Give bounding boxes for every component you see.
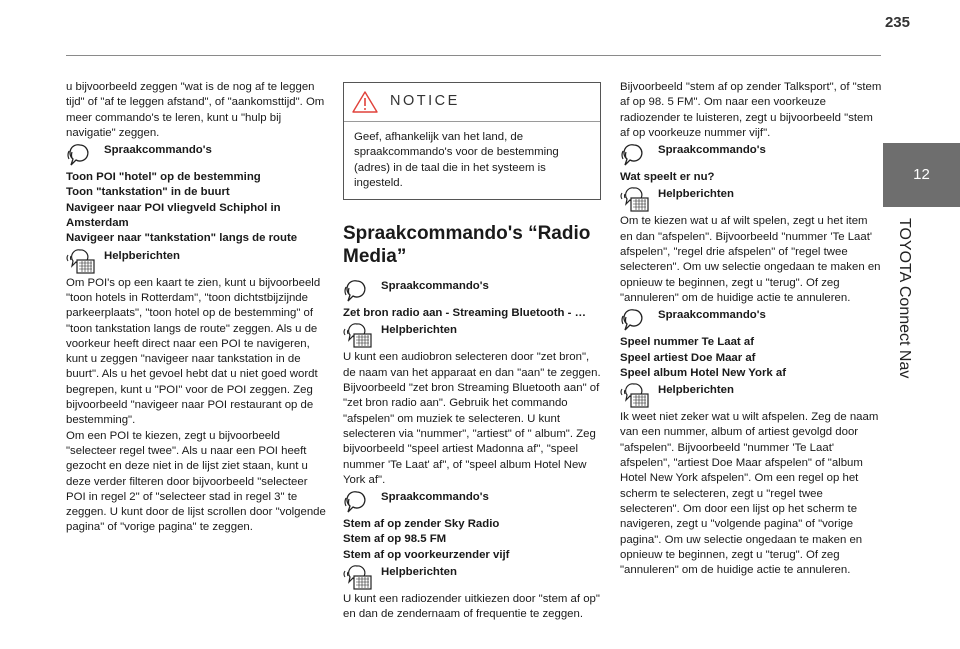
help-text: U kunt een audiobron selecteren door "zet bron", de naam van het apparaat en dan "aan" te zeggen. Bijvoorbeeld "zet bron Streaming Bluetooth aan" of "zet bron radio aan". Gebruik het commando "afspelen" om muziek te selecteren. U kunt selecteren via "nummer", "artiest" of " album". Zeg bijvoorbeeld "speel artiest Madonna af", "speel nummer 'Te Laat' af", of "speel album Hotel New York af". (343, 351, 601, 486)
voice-speech-icon (620, 142, 650, 168)
voice-command-label: Spraakcommando's (104, 144, 212, 157)
command-line: Zet bron radio aan - Streaming Bluetooth - … (343, 307, 587, 320)
help-screen-icon (620, 186, 650, 212)
command-line: Speel nummer Te Laat af (620, 336, 754, 349)
help-text: Om een POI te kiezen, zegt u bijvoorbeeld "selecteer regel twee". Als u naar een POI heeft gezocht en deze niet in de lijst ziet staan, kunt u deze verder filteren door bijvoorbeeld "selecteer POI in regel 2" of "selecteer stad in regel 3" te zeggen. U kunt door de lijst scrollen door "volgende pagina" of "vorige pagina" te zeggen. (66, 429, 326, 534)
help-screen-icon (66, 248, 96, 274)
voice-command-block (620, 142, 882, 168)
voice-speech-icon (66, 142, 96, 168)
intro-text: Bijvoorbeeld "stem af op zender Talksport", of "stem af op 98. 5 FM". Om naar een voorkeuze radiozender te luisteren, zegt u bijvoorbeeld "stem af op voorkeuze nummer vijf". (620, 81, 882, 139)
voice-command-label: Spraakcommando's (658, 144, 766, 157)
help-text: U kunt een radiozender uitkiezen door "stem af op" en dan de zendernaam of frequentie te zeggen. (343, 593, 600, 621)
chapter-tab: 12 (883, 143, 960, 207)
voice-command-label: Spraakcommando's (658, 309, 766, 322)
command-line: Toon POI "hotel" op de bestemming (66, 171, 261, 184)
help-screen-icon (343, 322, 373, 348)
command-line: Stem af op voorkeurzender vijf (343, 548, 510, 561)
command-line: Wat speelt er nu? (620, 171, 715, 184)
help-messages-label: Helpberichten (104, 249, 180, 262)
column-middle (343, 80, 601, 623)
help-screen-icon (343, 564, 373, 590)
help-message-block (66, 248, 328, 274)
chapter-title (895, 218, 915, 458)
voice-speech-icon (343, 278, 373, 304)
help-message-block (620, 186, 882, 212)
chapter-title-text: TOYOTA Connect Nav (896, 218, 913, 379)
help-text: Om te kiezen wat u af wilt spelen, zegt u het item en dan "afspelen". Bijvoorbeeld "nummer 'Te Laat' afspelen", "regel drie afspelen" of "regel twee selecteren". Om uw selectie ongedaan te maken en opnieuw te beginnen, zegt u "terug". Of zeg "annuleren" om de huidige actie te annuleren. (620, 215, 881, 304)
voice-command-block (620, 307, 882, 333)
command-line: Navigeer naar POI vliegveld Schiphol in Amsterdam (66, 201, 281, 230)
notice-title: NOTICE (390, 93, 460, 110)
notice-body: Geef, afhankelijk van het land, de spraakcommando's voor de bestemming (adres) in de taal die in het systeem is ingesteld. (354, 131, 559, 189)
warning-triangle-icon (352, 91, 378, 113)
command-line: Navigeer naar "tankstation" langs de route (66, 232, 298, 245)
command-line: Speel album Hotel New York af (620, 366, 787, 379)
notice-header (344, 83, 600, 122)
command-line: Stem af op zender Sky Radio (343, 518, 500, 531)
column-right (620, 80, 882, 578)
voice-command-block (343, 489, 601, 515)
help-messages-label: Helpberichten (381, 566, 457, 579)
help-message-block (620, 382, 882, 408)
header-divider (66, 55, 881, 56)
notice-box (343, 82, 601, 200)
help-messages-label: Helpberichten (658, 384, 734, 397)
page-number: 235 (884, 14, 910, 31)
help-messages-label: Helpberichten (658, 188, 734, 201)
help-messages-label: Helpberichten (381, 324, 457, 337)
help-text: Ik weet niet zeker wat u wilt afspelen. Zeg de naam van een nummer, album of artiest gevolgd door "afspelen". Bijvoorbeeld "nummer 'Te Laat' afspelen", "artiest Doe Maar afspelen" of "album Hotel New York afspelen". Om een regel op het scherm te selecteren, zegt u "regel twee selecteren". Om door een lijst op het scherm te navigeren, zegt u "volgende pagina" of "vorige pagina". Om uw selectie ongedaan te maken en opnieuw te beginnen, zegt u "terug". Of zeg "annuleren" om de huidige actie te annuleren. (620, 411, 879, 577)
help-text: Om POI's op een kaart te zien, kunt u bijvoorbeeld "toon hotels in Rotterdam", "toon dichtstbijzijnde parkeerplaats", "toon hotel op de bestemming" of "toon tankstation langs de route" zeggen. Als u de voorkeur heeft direct naar een POI te navigeren, kunt u zeggen "navigeer naar tankstation in de buurt". Als u het gevoel hebt dat u niet goed wordt begrepen, kunt u "POI" voor de POI zeggen. Zeg bijvoorbeeld "navigeer naar POI restaurant op de bestemming". (66, 276, 321, 427)
help-message-block (343, 564, 601, 590)
command-line: Speel artiest Doe Maar af (620, 351, 756, 364)
column-left (66, 80, 328, 536)
voice-command-block (343, 278, 601, 304)
voice-command-label: Spraakcommando's (381, 491, 489, 504)
command-line: Toon "tankstation" in de buurt (66, 186, 230, 199)
help-message-block (343, 322, 601, 348)
voice-speech-icon (343, 489, 373, 515)
command-line: Stem af op 98.5 FM (343, 533, 447, 546)
voice-command-label: Spraakcommando's (381, 280, 489, 293)
section-heading: Spraakcommando's “Radio Media” (343, 223, 591, 268)
voice-speech-icon (620, 307, 650, 333)
help-screen-icon (620, 382, 650, 408)
intro-text: u bijvoorbeeld zeggen "wat is de nog af te leggen tijd" of "af te leggen afstand", of "aankomsttijd". Om meer commando's te leren, kunt u "hulp bij navigatie" zeggen. (66, 81, 325, 139)
voice-command-block (66, 142, 328, 168)
